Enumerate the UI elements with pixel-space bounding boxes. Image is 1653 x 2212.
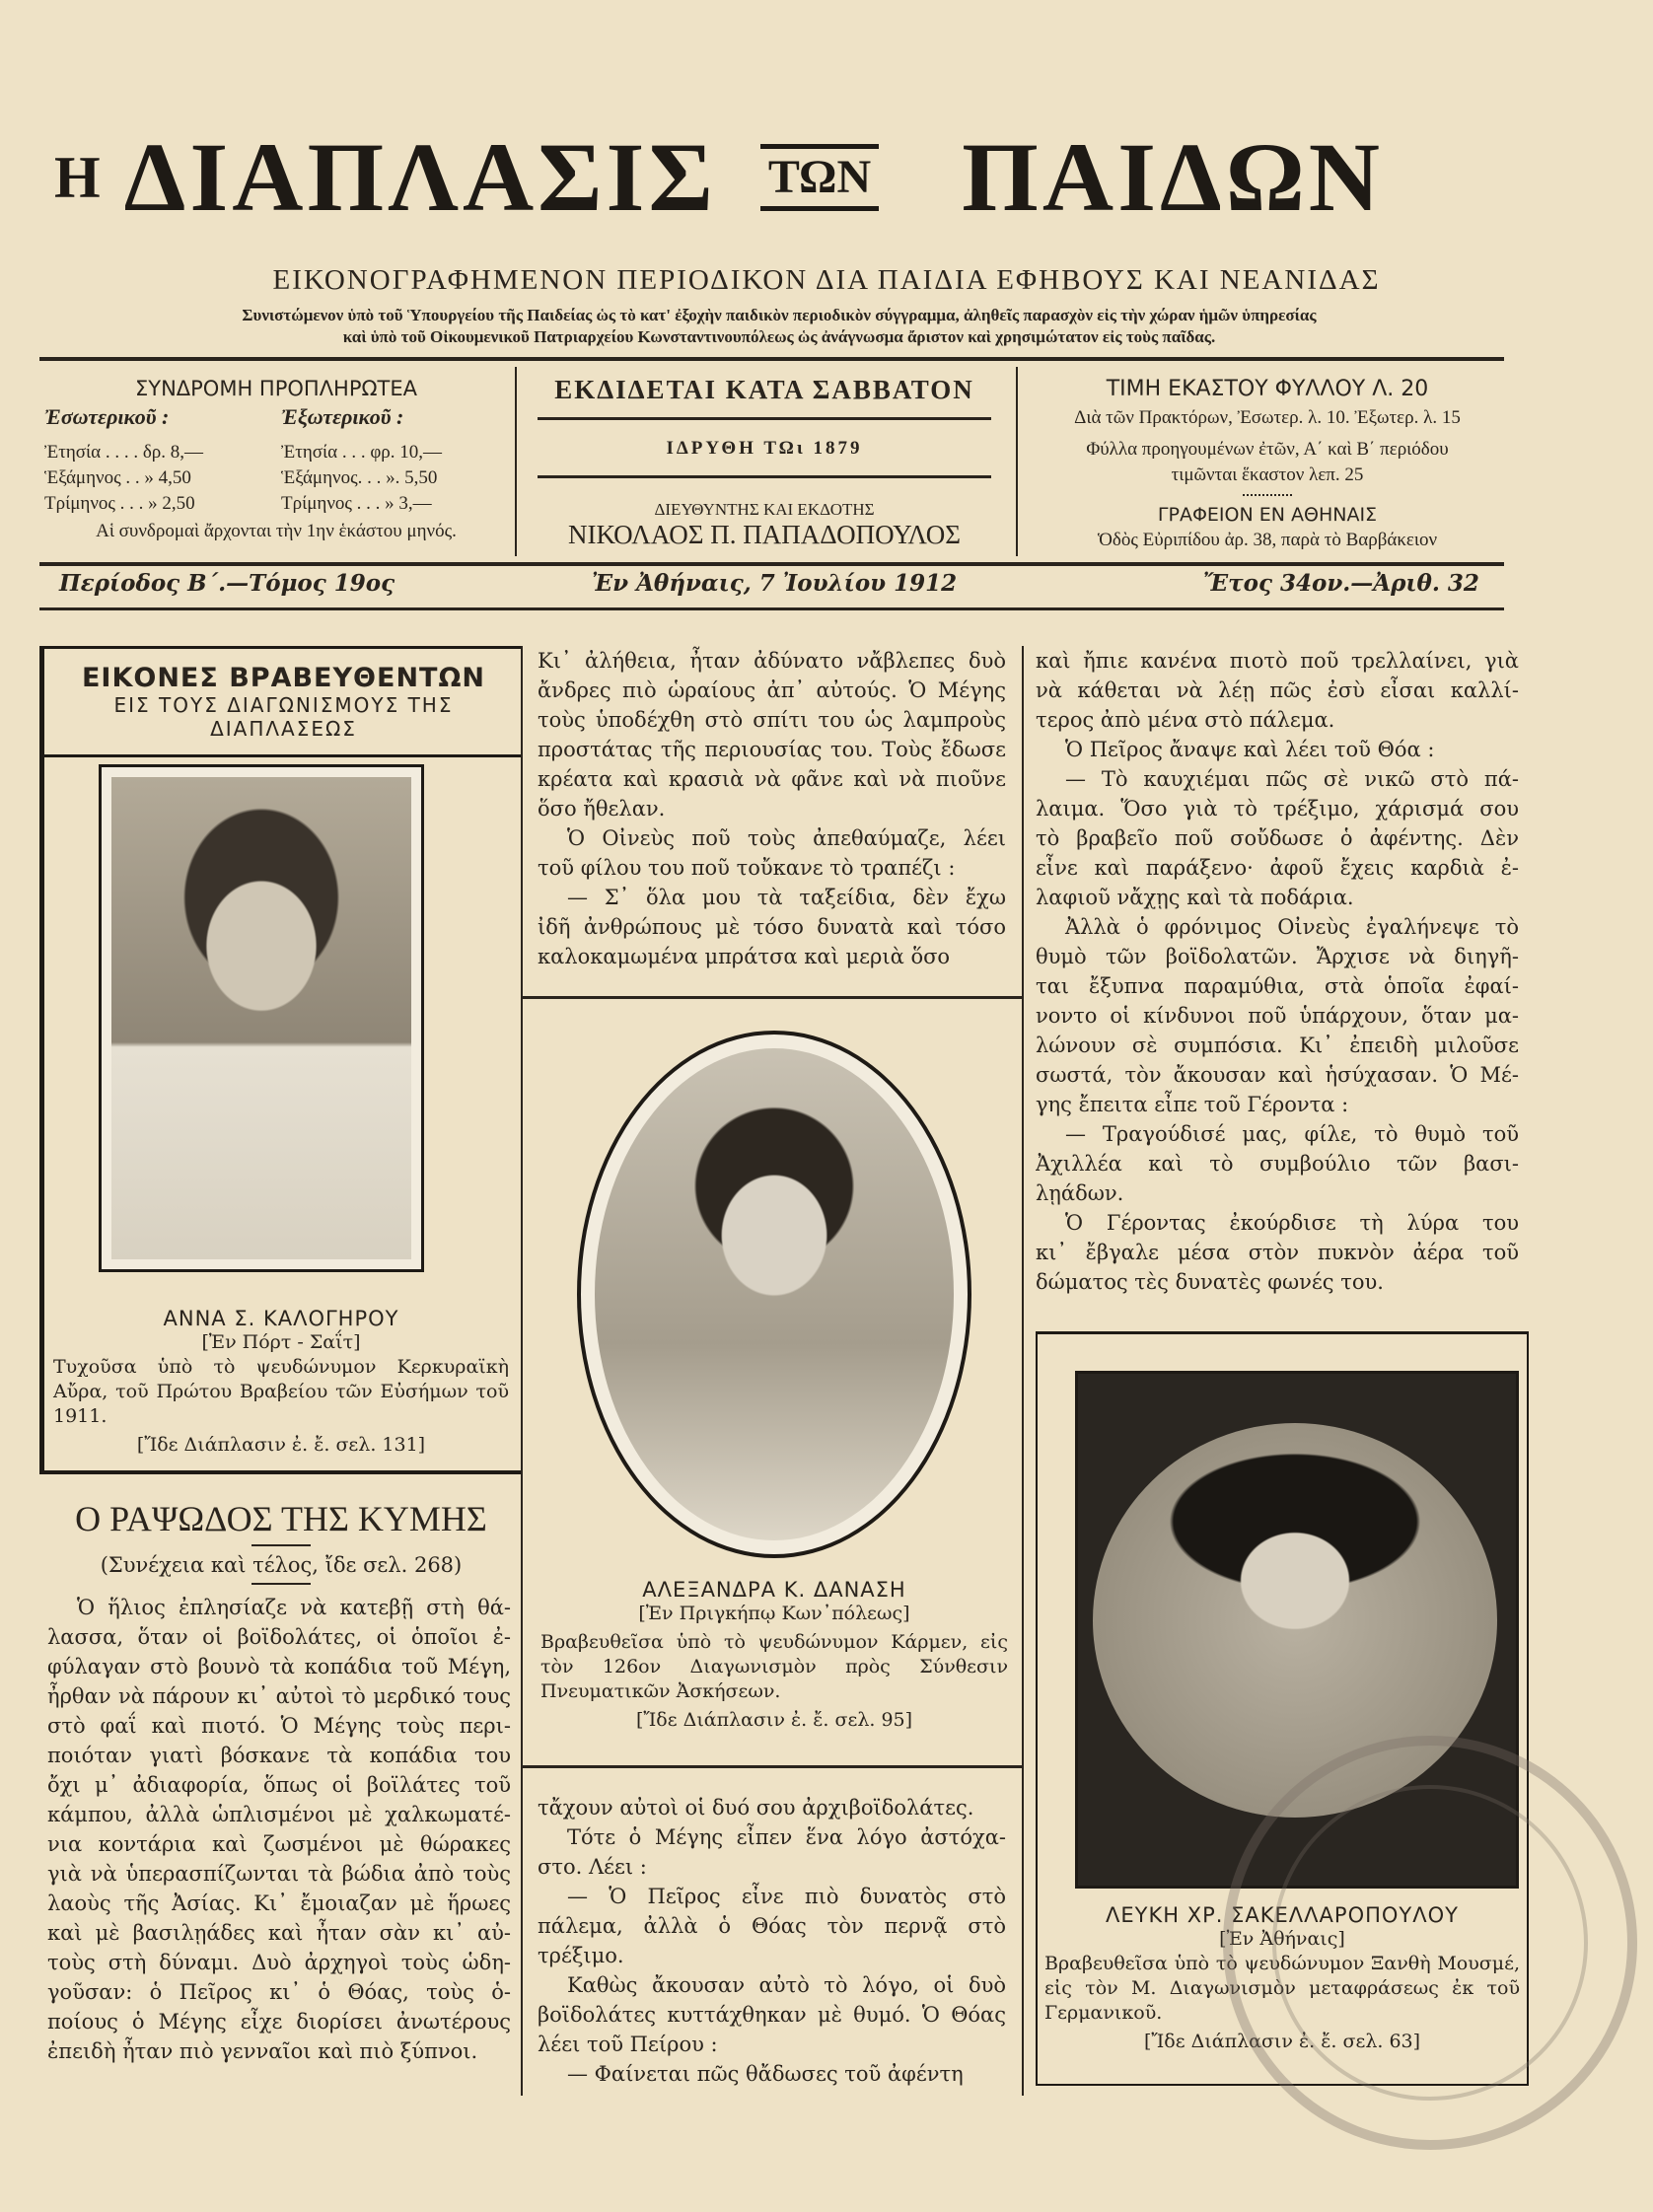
text-line: τρέξιμο. [538,1944,624,1967]
foreign-rate: Ἐτησία . . . φρ. 10,— [281,442,443,463]
divider [521,646,523,2096]
subscription-row [39,440,513,465]
text-line: τερος ἀπὸ μένα στὸ πάλεμα. [1036,708,1335,732]
text-line: — Ὁ Πεῖρος εἶνε πιὸ δυνατὸς στὸ [567,1885,1006,1908]
story-subtitle: (Συνέχεια καὶ τέλος, ἴδε σελ. 268) [100,1553,463,1577]
portrait-place: [Ἐν Ἀθήναις] [1219,1928,1345,1950]
foreign-rate: Ἑξάμηνος. . . ». 5,50 [281,467,438,488]
ornament [1243,490,1292,496]
divider [515,367,517,556]
text-line: καὶ ἤπιε κανένα πιοτὸ ποῦ τρελλαίνει, γιὰ [1036,649,1519,673]
text-line: γης ἔπειτα εἶπε τοῦ Γέροντα : [1036,1093,1349,1116]
subscription-row [39,491,513,517]
text-line: βοϊδολάτες κυττάχθηκαν μὲ θυμό. Ὁ Θόας [538,2003,1006,2027]
editor-name: ΝΙΚΟΛΑΟΣ Π. ΠΑΠΑΔΟΠΟΥΛΟΣ [567,520,962,549]
endorsement-line-2: καὶ ὑπὸ τοῦ Οἰκουμενικοῦ Πατριαρχείου Κωνσταντινουπόλεως ὡς ἀνάγνωσμα ἄριστον καὶ χρησιμώτατον εἰς τοὺς παῖδας. [342,327,1216,346]
text-line: — Τὸ καυχιέμαι πῶς σὲ νικῶ στὸ πά- [1065,767,1519,791]
text-line: Ἀχιλλέα καὶ τὸ συμβούλιο τῶν βασι- [1036,1152,1519,1176]
endorsement-line-1: Συνιστώμενον ὑπὸ τοῦ Ὑπουργείου τῆς Παιδείας ὡς τὸ κατ' ἐξοχὴν παιδικὸν περιοδικὸν σύγγραμμα, ἀληθεῖς παρασχὸν εἰς τὴν χώραν ἡμῶν ὑπηρεσίας [242,306,1317,324]
text-line: Κι᾽ ἀλήθεια, ἦταν ἀδύνατο νἄβλεπες δυὸ [538,649,1006,673]
text-line: λασσα, ὅταν οἱ βοϊδολάτες, οἱ ὁποῖοι ἐ- [47,1625,511,1649]
back-issues-price: τιμῶνται ἕκαστον λεπ. 25 [1171,464,1364,485]
text-line: τὸ βραβεῖο ποῦ σοὔδωσε ὁ ἀφέντης. Δὲν [1036,826,1519,850]
text-line: κάμπου, ἀλλὰ ὡπλισμένοι μὲ χαλκωματέ- [47,1803,511,1826]
text-line: γιὰ νὰ ὑπερασπίζωνται τὰ βώδια ἀπὸ τοὺς [47,1862,511,1886]
text-line: λῃάδων. [1036,1181,1124,1205]
portrait-name: ΑΛΕΞΑΝΔΡΑ Κ. ΔΑΝΑΣΗ [642,1578,906,1602]
back-issues: Φύλλα προηγουμένων ἐτῶν, Α΄ καὶ Β΄ περιόδου [1086,439,1449,460]
subtitle: ΕΙΚΟΝΟΓΡΑΦΗΜΕΝΟΝ ΠΕΡΙΟΔΙΚΟΝ ΔΙΑ ΠΑΙΔΙΑ ΕΦΗΒΟΥΣ ΚΑΙ ΝΕΑΝΙΔΑΣ [272,264,1381,296]
divider [252,1544,311,1546]
text-line: στο. Λέει : [538,1855,647,1879]
portrait-ref: [Ἴδε Διάπλασιν ἐ. ἔ. σελ. 95] [635,1709,913,1731]
foreign-label: Ἐξωτερικοῦ : [281,404,404,429]
editor-role: ΔΙΕΥΘΥΝΤΗΣ ΚΑΙ ΕΚΔΟΤΗΣ [654,500,875,519]
subscription-title: ΣΥΝΔΡΟΜΗ ΠΡΟΠΛΗΡΩΤΕΑ [134,377,418,400]
volume: Περίοδος Β΄.—Τόμος 19ος [59,570,395,597]
text-line: λώνουν σὲ συμπόσια. Κι᾽ ἐπειδὴ μιλοῦσε [1036,1034,1519,1057]
text-line: κρέατα καὶ κρασιὰ νὰ φᾶνε καὶ νὰ πιοῦνε [538,767,1006,791]
portrait-text: Τυχοῦσα ὑπὸ τὸ ψευδώνυμον Κερκυραϊκὴ Αὔρα, τοῦ Πρώτου Βραβείου τῶν Εὐσήμων τοῦ 1911. [53,1356,509,1427]
masthead [54,108,1504,247]
text-line: ποιόταν γιατὶ βόσκανε τὰ κοπάδια του [47,1744,511,1767]
portraits-subheading: ΕΙΣ ΤΟΥΣ ΔΙΑΓΩΝΙΣΜΟΥΣ ΤΗΣ ΔΙΑΠΛΑΣΕΩΣ [113,693,454,741]
masthead-article: Η [54,145,101,210]
text-line: Ἀλλὰ ὁ φρόνιμος Οἰνεὺς ἐγαλήνεψε τὸ [1065,915,1519,939]
price-title: ΤΙΜΗ ΕΚΑΣΤΟΥ ΦΥΛΛΟΥ Λ. 20 [1106,377,1429,401]
masthead-word-diaplasis: ΔΙΑΠΛΑΣΙΣ [123,122,717,232]
portrait-photo-2 [577,1031,971,1558]
office-address: Ὁδὸς Εὐριπίδου ἀρ. 38, παρὰ τὸ Βαρβάκειον [1097,530,1438,550]
portrait-photo-1 [99,764,424,1272]
text-line: λαιμα. Ὅσο γιὰ τὸ τρέξιμο, χάρισμά σου [1036,797,1519,821]
portraits-heading: ΕΙΚΟΝΕΣ ΒΡΑΒΕΥΘΕΝΤΩΝ [81,663,486,693]
text-line: θυμὸ τῶν βοϊδολατῶν. Ἄρχισε νὰ διηγῆ- [1036,945,1519,968]
text-line: τἄχουν αὐτοὶ οἱ δυό σου ἀρχιβοϊδολάτες. [538,1796,974,1820]
text-line: τοῦ φίλου του ποῦ τοὔκανε τὸ τραπέζι : [538,856,956,880]
text-line: νὰ κάθεται νὰ λέῃ πῶς ἐσὺ εἶσαι καλλί- [1036,678,1519,702]
text-line: στὸ φαΐ καὶ πιοτό. Ὁ Μέγης τοὺς περι- [47,1714,511,1738]
text-line: τοὺς ὑποδέχθη στὸ σπίτι του ὡς λαμπροὺς [538,708,1006,732]
text-line: ἦρθαν νὰ πάρουν κι᾽ αὐτοὶ τὸ μερδικό τους [47,1684,511,1708]
foreign-rate: Τρίμηνος . . . » 3,— [281,493,432,514]
date: Ἐν Ἀθήναις, 7 Ἰουλίου 1912 [592,570,958,597]
text-line: τοὺς στὴ δύναμι. Δυὸ ἀρχηγοὶ τοὺς ὡδη- [47,1951,511,1974]
text-line: κι᾽ ἔβγαλε μέσα στὸν πυκνὸν ἀέρα τοῦ [1036,1241,1519,1264]
text-line: ὄχι μ᾽ ἀδιαφορία, ὅπως οἱ βοϊλάτες τοῦ [47,1773,511,1797]
text-line: — Τραγούδισέ μας, φίλε, τὸ θυμὸ τοῦ [1065,1122,1519,1146]
portrait-place: [Ἐν Πόρτ - Σαΐτ] [201,1331,361,1353]
divider [521,1765,1024,1768]
founded: ΙΔΡΥΘΗ ΤΩι 1879 [666,438,863,459]
text-line: εἶνε καὶ παράξενο· ἀφοῦ ἔχεις καρδιὰ ἐ- [1036,856,1519,880]
masthead-word-paidon: ΠΑΙΔΩΝ [962,122,1385,232]
story-column-3 [1036,646,1519,1297]
text-line: ἄνδρες πιὸ ὡραίους ἀπ᾽ αὐτούς. Ὁ Μέγης [538,678,1006,702]
text-line: — Φαίνεται πῶς θἄδωσες τοῦ ἀφέντη [567,2062,964,2086]
text-line: καὶ μὲ βασιλῃάδες καὶ ἦταν σὰν κι᾽ αὐ- [47,1921,511,1945]
text-line: νια κοντάρια καὶ ζωσμένοι μὲ θώρακες [47,1832,511,1856]
domestic-rate: Ἑξάμηνος . . » 4,50 [44,467,191,488]
portrait-place: [Ἐν Πριγκήπῳ Κων᾽πόλεως] [638,1603,910,1624]
text-line: ἰδῆ ἀνθρώπους μὲ τόσο δυνατὰ καὶ τόσο [538,915,1006,939]
text-line: προστάτας τῆς περιουσίας του. Τοὺς ἔδωσε [538,738,1006,761]
text-line: δώματος τὲς δυνατὲς φωνές του. [1036,1270,1384,1294]
story-column-2-top [538,646,1006,971]
text-line: λαοὺς τῆς Ἀσίας. Κι᾽ ἔμοιαζαν μὲ ἥρωες [47,1891,511,1915]
subscription-row [39,465,513,491]
text-line: ποίους ὁ Μέγης εἶχε διορίσει ἀνωτέρους [47,2010,511,2034]
text-line: νοντο οἱ κίνδυνοι ποῦ ὑπάρχουν, ὅταν μα- [1036,1004,1519,1028]
text-line: — Σ᾽ ὅλα μου τὰ ταξείδια, δὲν ἔχω [567,886,1006,909]
domestic-rate: Τρίμηνος . . . » 2,50 [44,493,195,514]
caption-1 [49,1307,513,1458]
text-line: φύλαγαν στὸ βουνὸ τὰ κοπάδια τοῦ Μέγη, [47,1655,511,1678]
divider [39,562,1504,566]
portrait-text: Βραβευθεῖσα ὑπὸ τὸ ψευδώνυμον Κάρμεν, εἰς τὸν 126ον Διαγωνισμὸν πρὸς Σύνθεσιν Πνευματικῶν Ἀσκήσεων. [540,1631,1008,1702]
text-line: ἐπειδὴ ἦταν πιὸ γενναῖοι καὶ πιὸ ξύπνοι. [47,2039,478,2063]
text-line: Ὁ Γέροντας ἐκούρδισε τὴ λύρα του [1065,1211,1519,1235]
portrait-ref: [Ἴδε Διάπλασιν ἐ. ἔ. σελ. 63] [1143,2031,1421,2052]
portrait-text: Βραβευθεῖσα ὑπὸ τὸ ψευδώνυμον Ξανθὴ Μουσμέ, εἰς τὸν Μ. Διαγωνισμὸν μεταφράσεως ἐκ τοῦ Γερμανικοῦ. [1044,1953,1520,2024]
divider [521,996,1024,999]
publication-box [523,375,1006,550]
divider [252,1583,311,1585]
story-title: Ο ΡΑΨΩΔΟΣ ΤΗΣ ΚΥΜΗΣ [75,1499,487,1538]
issue-number: Ἔτος 34ον.—Ἀριθ. 32 [1203,570,1479,597]
publication-schedule: ΕΚΔΙΔΕΤΑΙ ΚΑΤΑ ΣΑΒΒΑΤΟΝ [554,375,974,404]
text-line: Ὁ ἥλιος ἐπλησίαζε νὰ κατεβῇ στὴ θά- [77,1596,511,1619]
text-line: καλοκαμωμένα μπράτσα καὶ μεριὰ ὅσο [538,945,951,968]
text-line: ται ἔξυπνα παραμύθια, στὰ ὁποῖα ἐφαί- [1036,974,1519,998]
text-line: πάλεμα, ἀλλὰ ὁ Θόας τὸν περνᾷ στὸ [538,1914,1006,1938]
divider [1016,367,1018,556]
domestic-label: Ἐσωτερικοῦ : [44,404,170,429]
subscription-rows [39,440,513,517]
portrait-name: ΛΕΥΚΗ ΧΡ. ΣΑΚΕΛΛΑΡΟΠΟΥΛΟΥ [1106,1903,1459,1927]
office-title: ΓΡΑΦΕΙΟΝ ΕΝ ΑΘΗΝΑΙΣ [1157,504,1378,526]
portrait-name: ΑΝΝΑ Σ. ΚΑΛΟΓΗΡΟΥ [163,1307,399,1330]
caption-2 [533,1578,1016,1733]
divider [39,357,1504,361]
masthead-word-ton: ΤΩΝ [760,144,879,211]
text-line: γοῦσαν: ὁ Πεῖρος κι᾽ ὁ Θόας, τοὺς ὁ- [47,1980,511,2004]
divider [39,607,1504,610]
subscription-note: Αἱ συνδρομαὶ ἄρχονται τὴν 1ην ἑκάστου μηνός. [96,521,457,541]
portrait-ref: [Ἴδε Διάπλασιν ἐ. ἔ. σελ. 131] [136,1434,426,1456]
text-line: ὅσο ἤθελαν. [538,797,666,821]
text-line: λέει τοῦ Πείρου : [538,2033,718,2056]
domestic-rate: Ἐτησία . . . . δρ. 8,— [44,442,204,463]
text-line: Τότε ὁ Μέγης εἶπεν ἕνα λόγο ἀστόχα- [567,1825,1006,1849]
text-line: Καθὼς ἄκουσαν αὐτὸ τὸ λόγο, οἱ δυὸ [567,1973,1006,1997]
story-column-1 [47,1593,511,2066]
text-line: λαφιοῦ νἄχῃς καὶ τὰ ποδάρια. [1036,886,1354,909]
library-stamp-watermark [1223,1736,1637,2150]
price-agents: Διὰ τῶν Πρακτόρων, Ἐσωτερ. λ. 10. Ἐξωτερ. λ. 15 [1074,407,1461,428]
text-line: σωστά, τὸν ἄκουσαν καὶ ἡσύχασαν. Ὁ Μέ- [1036,1063,1519,1087]
text-line: Ὁ Οἰνεὺς ποῦ τοὺς ἀπεθαύμαζε, λέει [567,826,1006,850]
subscription-box [39,375,513,552]
divider [1022,646,1024,2096]
story-column-2-bottom [538,1793,1006,2089]
price-box [1021,377,1514,551]
text-line: Ὁ Πεῖρος ἄναψε καὶ λέει τοῦ Θόα : [1065,738,1435,761]
